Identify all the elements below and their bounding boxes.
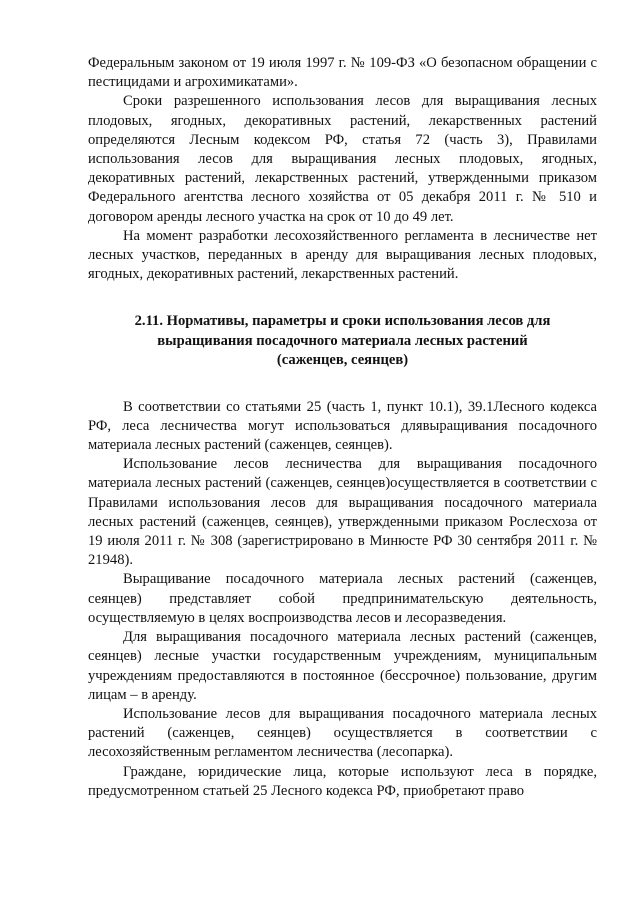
paragraph-federal-law: Федеральным законом от 19 июля 1997 г. № 109-ФЗ «О безопасном обращении с пестицидами и агрохимикатами». (88, 55, 597, 91)
paragraph-articles-reference: В соответствии со статьями 25 (часть 1, пункт 10.1), 39.1Лесного кодекса РФ, леса лесничества могут использоваться длявыращивания посадочного материала лесных растений (саженцев, сеянцев). (88, 398, 597, 454)
paragraph-usage-rules: Использование лесов лесничества для выращивания посадочного материала лесных растений (саженцев, сеянцев)осуществляется в соответствии с Правилами использования лесов для выращивания посадочного материала лесных растений (саженцев, сеянцев), утвержденными приказом Рослесхоза от 19 июля 2011 г. № 308 (зарегистрировано в Минюсте РФ 30 сентября 2011 г. № 21948). (88, 456, 597, 569)
section-heading-line: (саженцев, сеянцев) (276, 352, 409, 369)
document-page (88, 54, 597, 801)
paragraph-plot-provision: Для выращивания посадочного материала лесных растений (саженцев, сеянцев) лесные участки государственным учреждениям, муниципальным учреждениям предоставляются в постоянное (бессрочное) пользование, другим лицам – в аренду. (88, 629, 597, 703)
paragraph-usage-terms: Сроки разрешенного использования лесов для выращивания лесных плодовых, ягодных, декоративных растений, лекарственных растений определяются Лесным кодексом РФ, статья 72 (часть 3), Правилами использования лесов для выращивания лесных плодовых, ягодных, декоративных растений, лекарственных растений, утвержденными приказом Федерального агентства лесного хозяйства от 05 декабря 2011 г. № 510 и договором аренды лесного участка на срок от 10 до 49 лет. (88, 93, 597, 225)
paragraph-citizens-rights: Граждане, юридические лица, которые используют леса в порядке, предусмотренном статьей 25 Лесного кодекса РФ, приобретают право (88, 763, 597, 799)
section-heading-line: выращивания посадочного материала лесных растений (157, 332, 528, 349)
paragraph-regulation-compliance: Использование лесов для выращивания посадочного материала лесных растений (саженцев, сеянцев) осуществляется в соответствии с лесохозяйственным регламентом лесничества (лесопарка). (88, 705, 597, 761)
paragraph-entrepreneurial-activity: Выращивание посадочного материала лесных растений (саженцев, сеянцев) представляет собой предпринимательскую деятельность, осуществляемую в целях воспроизводства лесов и лесоразведения. (88, 571, 597, 626)
section-heading-2-11 (88, 312, 597, 370)
section-heading-line: 2.11. Нормативы, параметры и сроки использования лесов для (134, 313, 551, 330)
paragraph-no-leased-plots: На момент разработки лесохозяйственного регламента в лесничестве нет лесных участков, переданных в аренду для выращивания лесных плодовых, ягодных, декоративных растений, лекарственных растений. (88, 227, 597, 283)
